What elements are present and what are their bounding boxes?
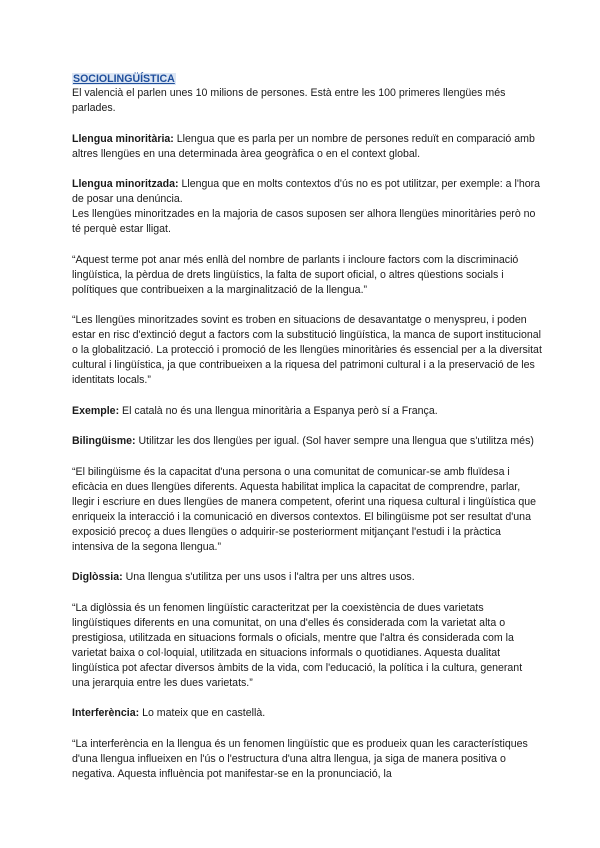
quote-bilinguisme: “El bilingüisme és la capacitat d'una persona o una comunitat de comunicar-se amb fluïdesa i eficàcia en dues llengües diferents. Aquesta habilitat implica la capacitat de comprendre, parlar, llegir i escriure en dues llengües de manera competent, oferint una riquesa cultural i lingüística que enriqueix la interacció i la comunicació en diversos contextos. El bilingüisme pot ser resultat d'una exposició precoç a dues llengües o adquirir-se posteriorment mitjançant l'estudi i la pràctica intensiva de la segona llengua.” [72, 465, 537, 553]
text-interferencia: Lo mateix que en castellà. [139, 707, 266, 719]
document-title-line [72, 73, 542, 86]
definition-diglossia [72, 570, 542, 585]
term-exemple: Exemple: [72, 404, 120, 417]
quote-minoritzada-2: “Les llengües minoritzades sovint es troben en situacions de desavantatge o menyspreu, i poden estar en risc d'extinció degut a factors com la substitució lingüística, la manca de suport institucional o la globalització. La protecció i promoció de les llengües minoritàries és essencial per a la diversitat cultural i lingüística, ja que contribueixen a la riquesa del patrimoni cultural i a la preservació de les identitats locals.” [72, 314, 542, 386]
term-diglossia: Diglòssia: [72, 571, 123, 583]
term-bilinguisme: Bilingüisme: [72, 435, 136, 447]
document-title: SOCIOLINGÜÍSTICA [73, 73, 175, 85]
definition-minoritzada [72, 177, 542, 207]
text-minoritzada: Llengua que en molts contextos d'ús no es pot utilitzar, per exemple: a l'hora de posar una denúncia. [72, 178, 541, 205]
text-minoritaria: Llengua que es parla per un nombre de persones reduït en comparació amb altres llengües en una determinada àrea geogràfica o en el context global. [72, 132, 535, 160]
quote-minoritzada-1: “Aquest terme pot anar més enllà del nombre de parlants i incloure factors com la discriminació lingüística, la pèrdua de drets lingüístics, la falta de suport oficial, o altres qüestions socials i polítiques que contribueixen a la marginalització de la llengua.” [72, 253, 519, 296]
term-interferencia: Interferència: [72, 707, 140, 719]
document-body [72, 73, 542, 797]
text-diglossia: Una llengua s'utilitza per uns usos i l'altra per uns altres usos. [122, 571, 415, 583]
example-paragraph [72, 404, 542, 419]
text-bilinguisme: Utilitzar les dos llengües per igual. (Sol haver sempre una llengua que s'utilitza més) [135, 435, 534, 447]
term-minoritaria: Llengua minoritària: [72, 132, 174, 145]
text-exemple: El català no és una llengua minoritària a Espanya però sí a França. [119, 404, 438, 417]
definition-interferencia [72, 706, 542, 721]
term-minoritzada: Llengua minoritzada: [72, 178, 179, 190]
definition-minoritaria [72, 132, 542, 162]
quote-diglossia: “La diglòssia és un fenomen lingüístic caracteritzat per la coexistència de dues varietats lingüístiques diferents en una comunitat, on una d'elles és considerada com la varietat alta o prestigiosa, utilitzada en situacions formals o oficials, mentre que l'altra és considerada com la varietat baixa o col·loquial, utilitzada en situacions informals o quotidianes. Aquesta dualitat lingüística pot afectar diversos àmbits de la vida, com l'educació, la política i la cultura, generant una jerarquia entre les dues varietats.” [72, 601, 523, 689]
quote-interferencia: “La interferència en la llengua és un fenomen lingüístic que es produeix quan les característiques d'una llengua influeixen en l'ús o l'estructura d'una altra llengua, ja siga de manera positiva o negativa. Aquesta influència pot manifestar-se en la pronunciació, la [72, 737, 528, 780]
minoritzada-note: Les llengües minoritzades en la majoria de casos suposen ser alhora llengües minoritàries però no té perquè estar lligat. [72, 208, 536, 235]
intro-paragraph: El valencià el parlen unes 10 milions de persones. Està entre les 100 primeres llengües més parlades. [72, 87, 506, 114]
definition-bilinguisme [72, 434, 542, 449]
